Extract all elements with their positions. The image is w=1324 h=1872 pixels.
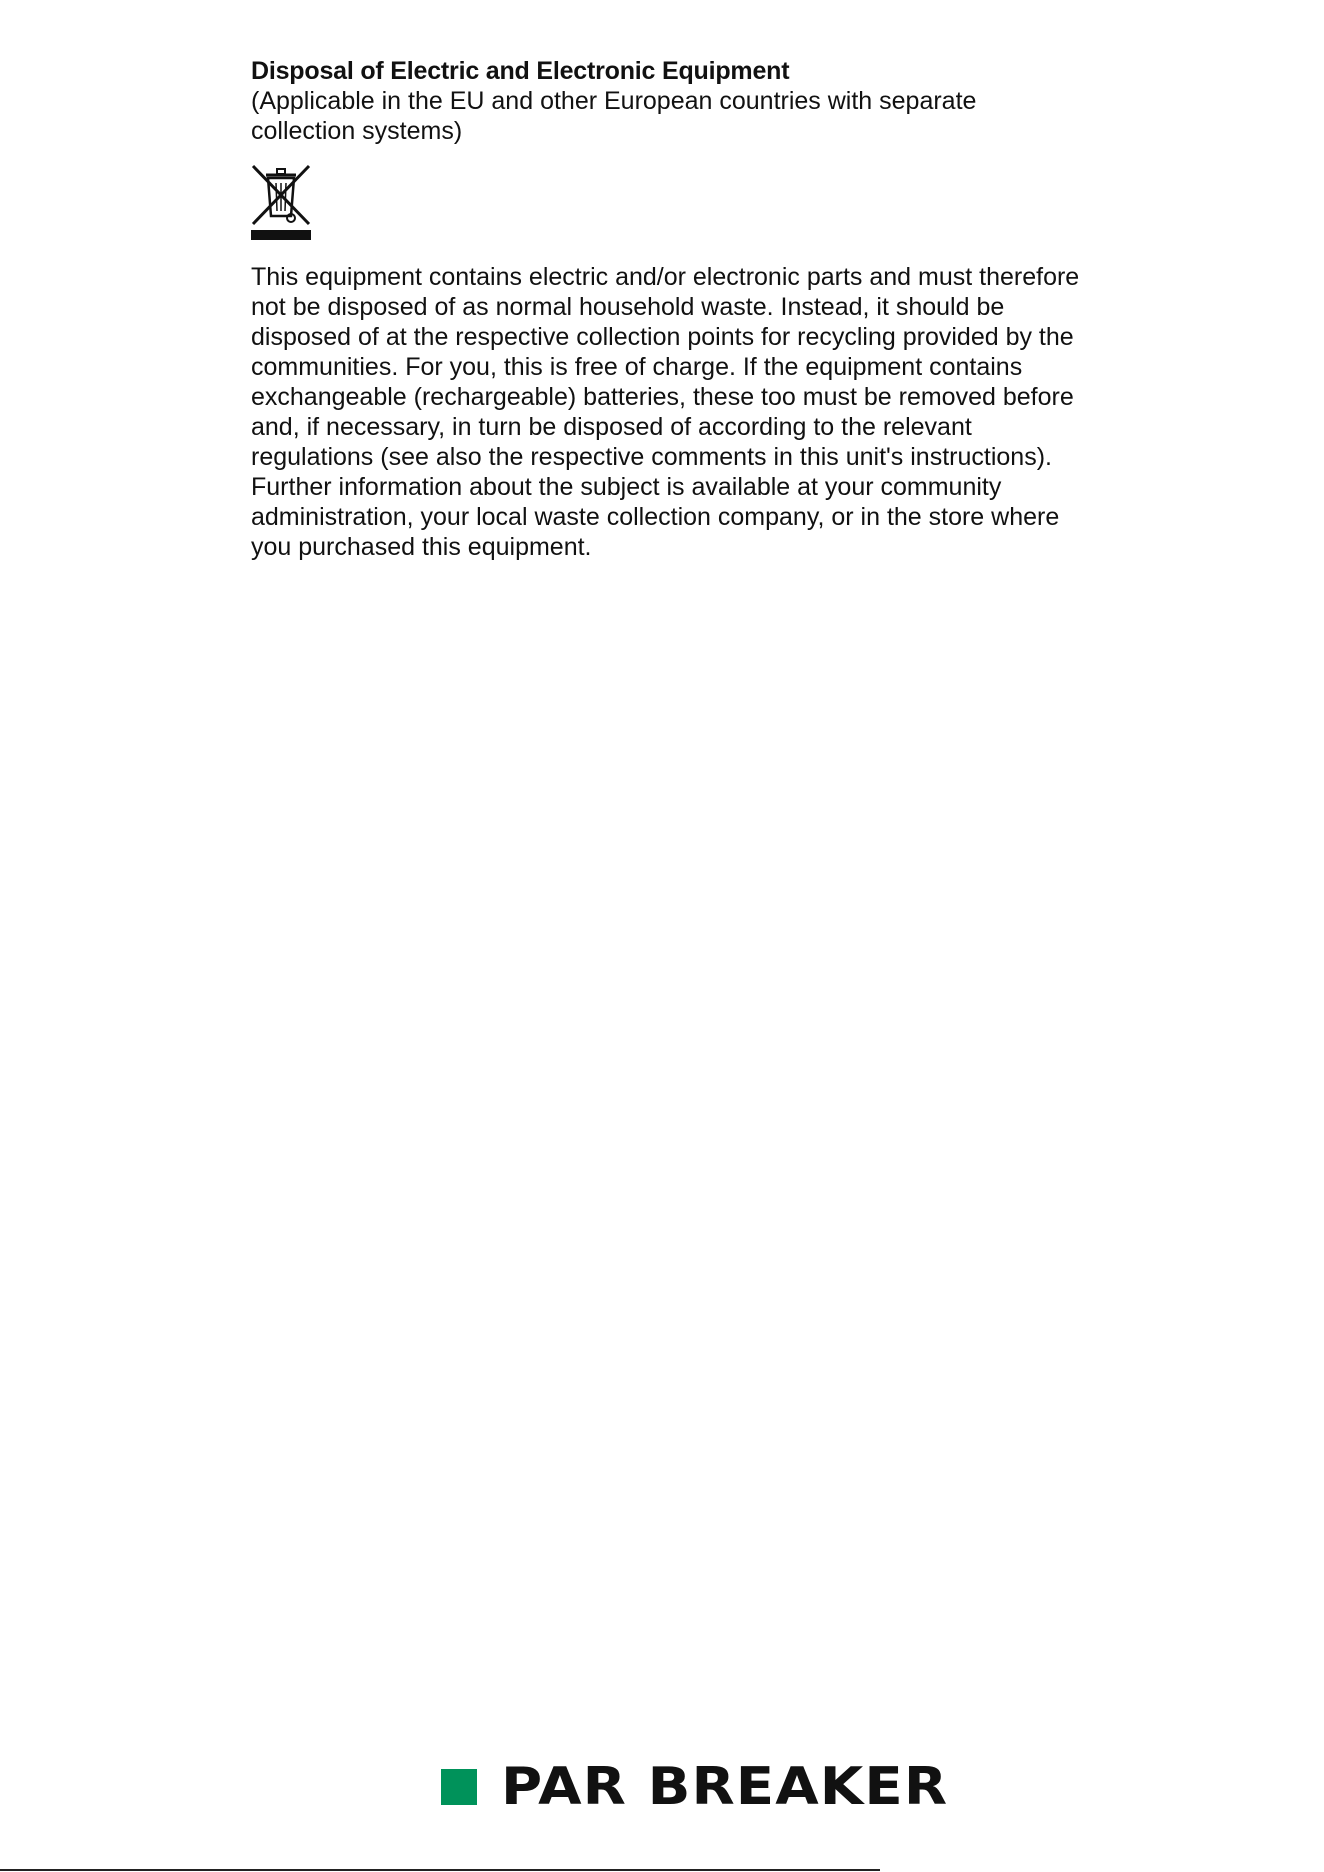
brand-logo [441, 1757, 949, 1817]
brand-name: PAR BREAKER [501, 1757, 949, 1817]
disposal-instructions: This equipment contains electric and/or electronic parts and must therefore not be disposed of as normal household waste. Instead, it should be disposed of at the respective collection points for recycling provided by the communities. For you, this is free of charge. If the equipment contains exchangeable (rechargeable) batteries, these too must be removed before and, if necessary, in turn be disposed of according to the relevant regulations (see also the respective comments in this unit's instructions). Further information about the subject is available at your community administration, your local waste collection company, or in the store where you purchased this equipment. [251, 263, 1080, 561]
crossed-out-wheelie-bin-icon [251, 164, 311, 240]
section-subheading: (Applicable in the EU and other European countries with separate collection systems) [251, 87, 977, 145]
section-heading: Disposal of Electric and Electronic Equipment [251, 57, 790, 85]
page-bottom-rule [0, 1869, 880, 1871]
disposal-section [251, 56, 1091, 562]
logo-square-icon [441, 1769, 477, 1805]
